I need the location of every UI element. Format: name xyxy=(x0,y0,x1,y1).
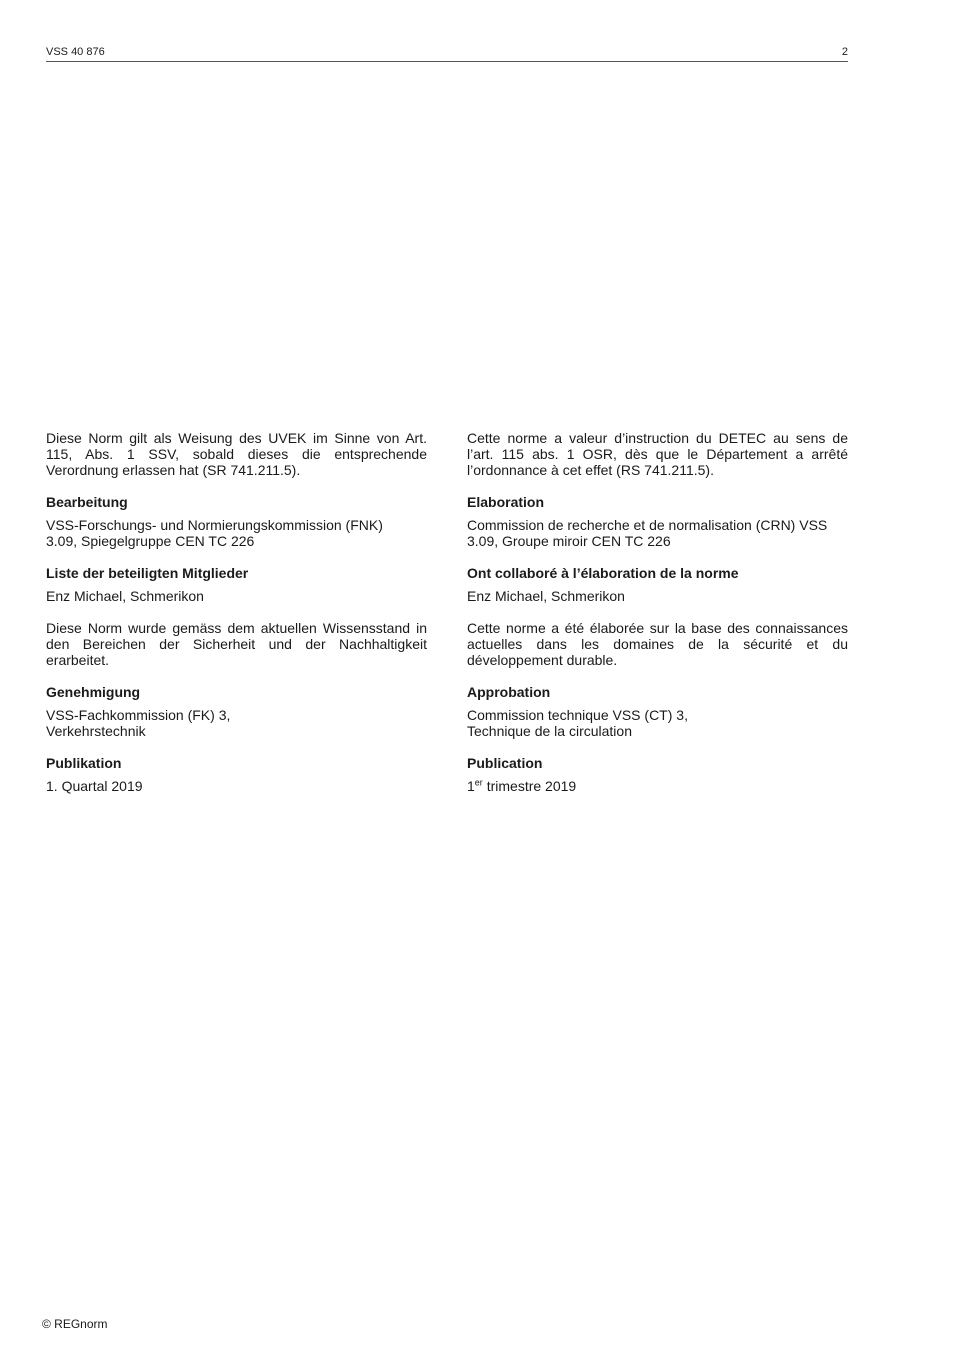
page-number: 2 xyxy=(841,46,848,58)
approbation-line-2: Technique de la circulation xyxy=(467,723,632,739)
publication-heading: Publication xyxy=(467,755,543,771)
document-id: VSS 40 876 xyxy=(46,46,105,58)
approbation-text xyxy=(467,707,848,739)
members-text-fr: Enz Michael, Schmerikon xyxy=(467,588,625,604)
french-column xyxy=(467,430,848,810)
page-header xyxy=(46,44,848,62)
approbation-heading: Approbation xyxy=(467,684,551,700)
genehmigung-line-1: VSS-Fachkommission (FK) 3, xyxy=(46,707,231,723)
publication-date xyxy=(467,778,848,794)
publication-rest: trimestre 2019 xyxy=(482,778,577,794)
publikation-date: 1. Quartal 2019 xyxy=(46,778,143,794)
bearbeitung-line-2: 3.09, Spiegelgruppe CEN TC 226 xyxy=(46,533,255,549)
bearbeitung-text xyxy=(46,517,427,549)
elaboration-line-1: Commission de recherche et de normalisation (CRN) VSS xyxy=(467,517,828,533)
intro-paragraph-de: Diese Norm gilt als Weisung des UVEK im Sinne von Art. 115, Abs. 1 SSV, sobald dieses die entsprechende Verordnung erlassen hat (SR 741.211.5). xyxy=(46,430,427,478)
bearbeitung-line-1: VSS-Forschungs- und Normierungskommission (FNK) xyxy=(46,517,383,533)
genehmigung-text xyxy=(46,707,427,739)
genehmigung-heading: Genehmigung xyxy=(46,684,141,700)
elaboration-text xyxy=(467,517,848,549)
elaboration-heading: Elaboration xyxy=(467,494,545,510)
intro-paragraph-fr: Cette norme a valeur d’instruction du DETEC au sens de l’art. 115 abs. 1 OSR, dès que le Département a arrêté l’ordonnance à cet effet (RS 741.211.5). xyxy=(467,430,848,478)
publication-ordinal: 1 xyxy=(467,778,475,794)
genehmigung-line-2: Verkehrstechnik xyxy=(46,723,146,739)
members-heading-de: Liste der beteiligten Mitglieder xyxy=(46,565,249,581)
publication-ordinal-suffix: er xyxy=(474,777,483,788)
approbation-line-1: Commission technique VSS (CT) 3, xyxy=(467,707,688,723)
bearbeitung-heading: Bearbeitung xyxy=(46,494,128,510)
copyright-footer: © REGnorm xyxy=(42,1317,108,1331)
elaboration-line-2: 3.09, Groupe miroir CEN TC 226 xyxy=(467,533,671,549)
members-text-de: Enz Michael, Schmerikon xyxy=(46,588,204,604)
members-heading-fr: Ont collaboré à l’élaboration de la norme xyxy=(467,565,739,581)
german-column xyxy=(46,430,427,810)
publikation-heading: Publikation xyxy=(46,755,122,771)
knowledge-paragraph-fr: Cette norme a été élaborée sur la base des connaissances actuelles dans les domaines de la sécurité et du développement durable. xyxy=(467,620,848,668)
knowledge-paragraph-de: Diese Norm wurde gemäss dem aktuellen Wissensstand in den Bereichen der Sicherheit und der Nachhaltigkeit erarbeitet. xyxy=(46,620,427,668)
